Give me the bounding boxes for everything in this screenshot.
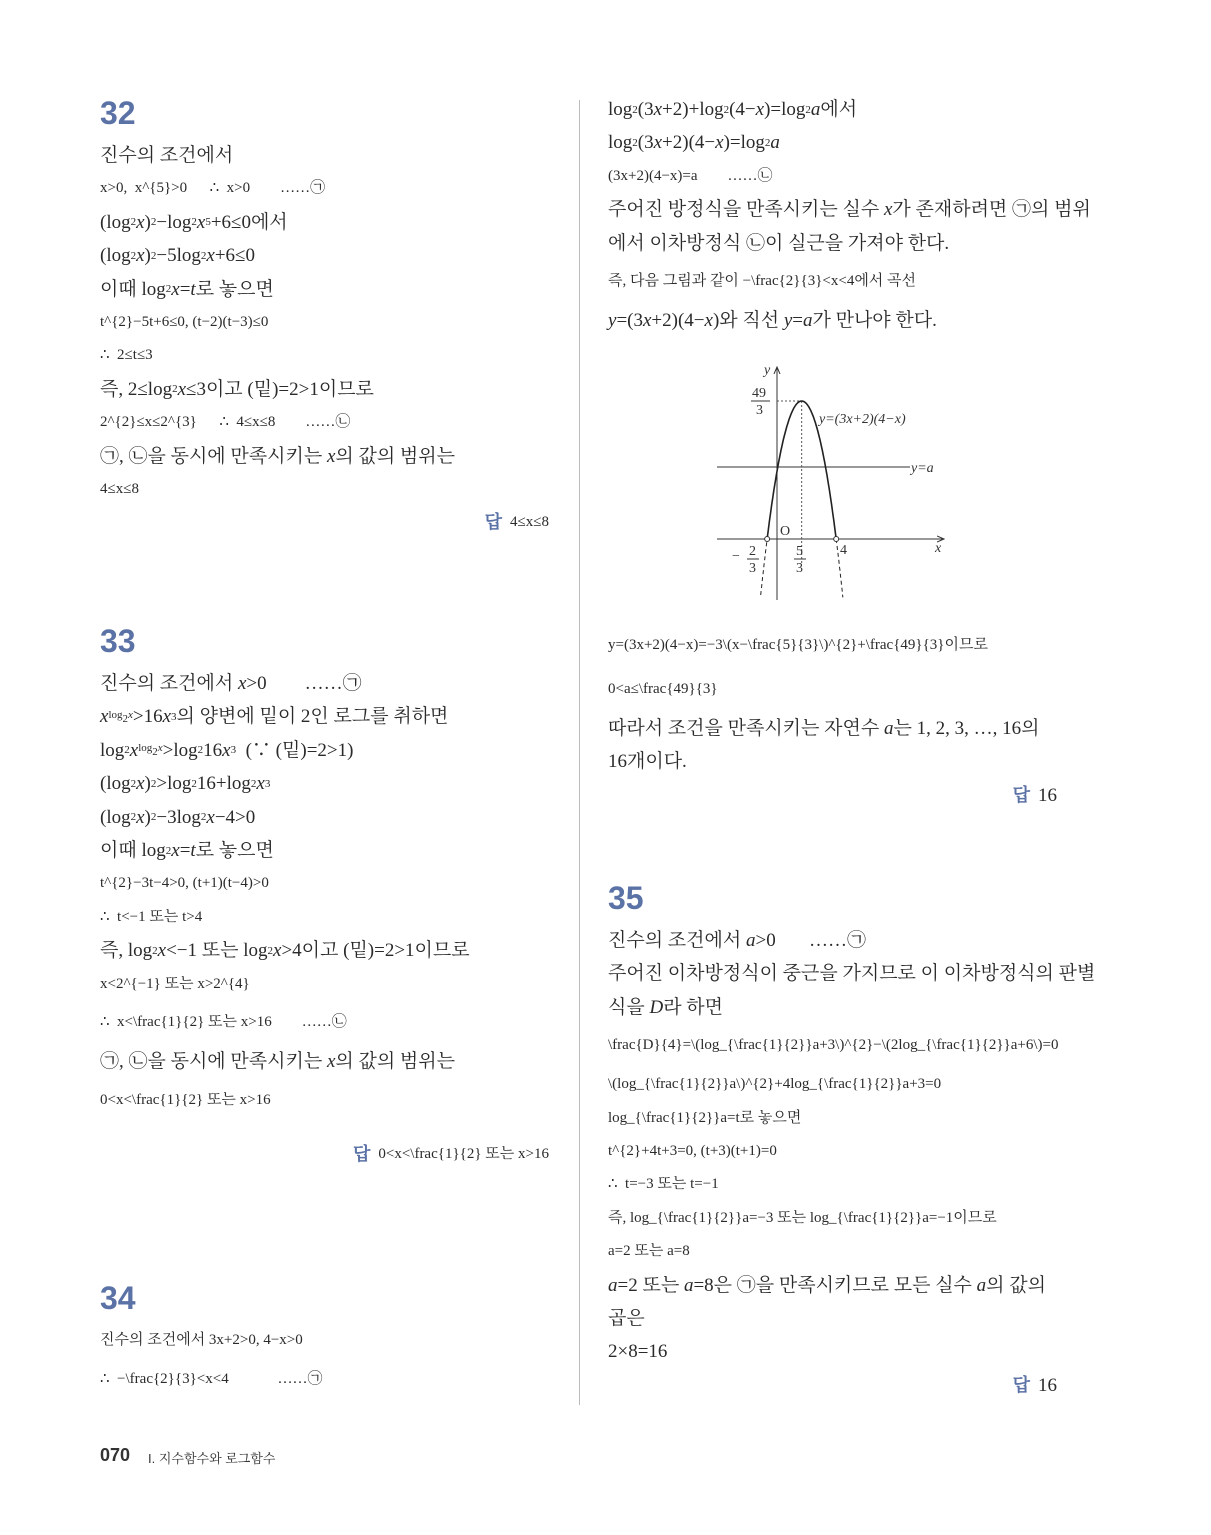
solution-line: 즉, log 2 x <−1 또는 log 2 x >4이고 (밑)=2>1이므로 <box>100 940 470 962</box>
solution-line: 곱은 <box>608 1307 645 1329</box>
solution-line: 이때 log 2 x = t 로 놓으면 <box>100 278 274 300</box>
solution-line: ∴ 2≤t≤3 <box>100 347 153 364</box>
solution-line: (3x+2)(4−x)=a ……㉡ <box>608 167 773 184</box>
solution-line: 0<a≤\frac{49}{3} <box>608 681 718 698</box>
solution-line: 진수의 조건에서 3x+2>0, 4−x>0 <box>100 1332 303 1348</box>
axis-denominator: 3 <box>796 561 803 576</box>
solution-line: 따라서 조건을 만족시키는 자연수 a 는 1, 2, 3, …, 16의 <box>608 718 1040 739</box>
chapter-title: I. 지수함수와 로그함수 <box>148 1451 276 1466</box>
solution-line: 즉, 다음 그림과 같이 −\frac{2}{3}<x<4에서 곡선 <box>608 273 917 290</box>
solution-line: ∴ x<\frac{1}{2} 또는 x>16 ……㉡ <box>100 1014 347 1031</box>
solution-line: x $\log_2x$ >16 x 3 의 양변에 밑이 2인 로그를 취하면 <box>100 706 449 728</box>
solution-line: log 2 x $\log_2x$ >log 2 16 x 3 (∵ (밑)=2>1) <box>100 739 354 761</box>
answer-label: 답 <box>484 512 503 533</box>
solution-line: \frac{D}{4}=\(log_{\frac{1}{2}}a+3\)^{2}−\(2log_{\frac{1}{2}}a+6\)=0 <box>608 1037 1059 1054</box>
solution-line: (log 2 x ) 2 −log 2 x 5 +6≤0에서 <box>100 211 288 233</box>
solution-line: 2^{2}≤x≤2^{3} ∴ 4≤x≤8 ……㉡ <box>100 414 351 431</box>
solution-line: 4≤x≤8 <box>100 480 139 497</box>
parabola-dashed-left <box>761 539 767 595</box>
solution-line: 이때 log 2 x = t 로 놓으면 <box>100 839 274 861</box>
answer-value: 4≤x≤8 <box>510 514 549 531</box>
solution-line: (log 2 x ) 2 −3log 2 x −4>0 <box>100 806 256 828</box>
answer-label: 답 <box>1012 784 1030 805</box>
vertex-value-denominator: 3 <box>756 403 763 418</box>
solution-line: 주어진 이차방정식이 중근을 가지므로 이 이차방정식의 판별 <box>608 963 1096 985</box>
left-root-point <box>765 537 770 542</box>
answer-line <box>608 1369 1057 1402</box>
solution-line: (log 2 x ) 2 −5log 2 x +6≤0 <box>100 245 255 267</box>
solution-line: 2×8=16 <box>608 1341 668 1363</box>
solution-line: t^{2}−5t+6≤0, (t−2)(t−3)≤0 <box>100 313 269 330</box>
solution-line: 진수의 조건에서 x >0 ……㉠ <box>100 673 362 694</box>
solution-line: x>0, x^{5}>0 ∴ x>0 ……㉠ <box>100 180 326 197</box>
answer-value: 16 <box>1038 784 1057 806</box>
problem-number-34: 34 <box>100 1280 136 1316</box>
solution-line: t^{2}+4t+3=0, (t+3)(t+1)=0 <box>608 1142 777 1159</box>
solution-line: ∴ −\frac{2}{3}<x<4 ……㉠ <box>100 1370 323 1387</box>
solution-line: 주어진 방정식을 만족시키는 실수 x 가 존재하려면 ㉠의 범위 <box>608 199 1091 221</box>
solution-32 <box>100 139 549 540</box>
curve-label: y=(3x+2)(4−x) <box>819 412 906 427</box>
solution-line: 0<x<\frac{1}{2} 또는 x>16 <box>100 1091 271 1108</box>
solution-line: 식을 D 라 하면 <box>608 996 724 1018</box>
problem-number-32: 32 <box>100 95 136 131</box>
solution-line: 즉, log_{\frac{1}{2}}a=−3 또는 log_{\frac{1}{2}}a=−1이므로 <box>608 1209 997 1226</box>
solution-line: ㉠, ㉡을 동시에 만족시키는 x 의 값의 범위는 <box>100 1050 455 1072</box>
origin-label: O <box>780 524 791 539</box>
solution-line: log 2 (3 x +2)(4− x )=log 2 a <box>608 132 780 154</box>
y-axis-label: y <box>764 363 771 378</box>
solution-line: log 2 (3 x +2)+log 2 (4− x )=log 2 a 에서 <box>608 99 858 120</box>
answer-value: 16 <box>1038 1374 1057 1396</box>
solution-line: x<2^{−1} 또는 x>2^{4} <box>100 975 250 992</box>
solution-line: 즉, 2≤log 2 x ≤3이고 (밑)=2>1이므로 <box>100 378 374 400</box>
solution-line: (log 2 x ) 2 >log 2 16+log 2 x 3 <box>100 773 271 795</box>
answer-label: 답 <box>1012 1374 1030 1395</box>
line-label: y=a <box>911 461 934 476</box>
solution-line: y =(3 x +2)(4− x )와 직선 y = a 가 만나야 한다. <box>608 309 937 331</box>
right-root-label: 4 <box>840 543 847 558</box>
solution-line: ∴ t=−3 또는 t=−1 <box>608 1176 719 1193</box>
column-divider <box>579 100 580 1405</box>
axis-numerator: 5 <box>796 544 803 559</box>
right-root-point <box>834 537 839 542</box>
answer-line <box>100 1132 549 1176</box>
solution-33 <box>100 667 549 1176</box>
answer-label: 답 <box>352 1143 371 1164</box>
solution-line: ㉠, ㉡을 동시에 만족시키는 x 의 값의 범위는 <box>100 445 455 467</box>
solution-34-continued <box>608 93 1091 337</box>
solution-line: a =2 또는 a =8은 ㉠을 만족시키므로 모든 실수 a 의 값의 <box>608 1274 1046 1296</box>
solution-line: y=(3x+2)(4−x)=−3\(x−\frac{5}{3}\)^{2}+\frac{49}{3}이므로 <box>608 637 988 654</box>
solution-line: 진수의 조건에서 <box>100 145 234 166</box>
vertex-value-numerator: 49 <box>752 386 766 401</box>
answer-value: 0<x<\frac{1}{2} 또는 x>16 <box>378 1145 549 1162</box>
problem-number-33: 33 <box>100 623 136 659</box>
solution-line: 16개이다. <box>608 751 687 773</box>
solution-line: \(log_{\frac{1}{2}}a\)^{2}+4log_{\frac{1}{2}}a+3=0 <box>608 1076 942 1093</box>
page-number: 070 <box>100 1445 131 1465</box>
solution-line: log_{\frac{1}{2}}a=t로 놓으면 <box>608 1109 802 1126</box>
solution-line: ∴ t<−1 또는 t>4 <box>100 908 203 925</box>
parabola-graph <box>700 360 960 605</box>
solution-line: 진수의 조건에서 a >0 ……㉠ <box>608 930 866 951</box>
solution-34 <box>100 1324 549 1401</box>
solution-35 <box>608 924 1096 1402</box>
solution-line: t^{2}−3t−4>0, (t+1)(t−4)>0 <box>100 875 269 892</box>
x-axis-label: x <box>935 541 942 556</box>
solution-line: a=2 또는 a=8 <box>608 1243 690 1260</box>
answer-line <box>100 506 549 539</box>
solution-line: 에서 이차방정식 ㉡이 실근을 가져야 한다. <box>608 232 950 254</box>
left-root-sign: − <box>732 549 740 564</box>
answer-line <box>608 779 1057 812</box>
problem-number-35: 35 <box>608 880 644 916</box>
solution-34-conclusion <box>608 624 1057 812</box>
left-root-numerator: 2 <box>749 544 756 559</box>
left-root-denominator: 3 <box>749 561 756 576</box>
